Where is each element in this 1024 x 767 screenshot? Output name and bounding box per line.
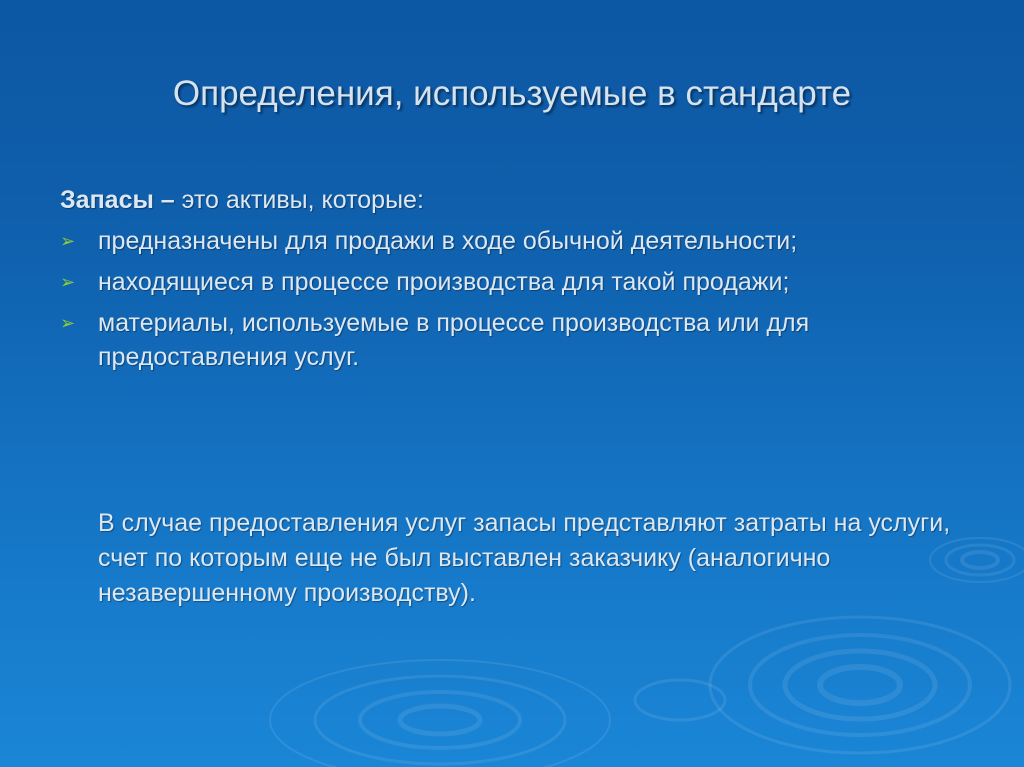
arrow-bullet-icon: ➢ [60, 272, 76, 292]
services-note: В случае предоставления услуг запасы представляют затраты на услуги, счет по которым еще не был выставлен заказчику (аналогично незавершенному производству). [98, 509, 951, 607]
arrow-bullet-icon: ➢ [60, 313, 76, 333]
slide-title: Определения, используемые в стандарте [172, 74, 852, 113]
arrow-bullet-icon: ➢ [60, 231, 76, 251]
definition-lead [60, 183, 960, 217]
definition-bullet-list [60, 224, 960, 374]
definition-intro: это активы, которые: [174, 186, 424, 214]
list-item [60, 265, 960, 299]
list-item-text: находящиеся в процессе производства для такой продажи; [98, 268, 790, 296]
list-item-text: материалы, используемые в процессе производства или для предоставления услуг. [98, 309, 810, 371]
list-item [60, 306, 960, 374]
list-item [60, 224, 960, 258]
slide-body [60, 183, 960, 381]
list-item-text: предназначены для продажи в ходе обычной деятельности; [98, 227, 798, 255]
defined-term: Запасы – [60, 186, 175, 214]
